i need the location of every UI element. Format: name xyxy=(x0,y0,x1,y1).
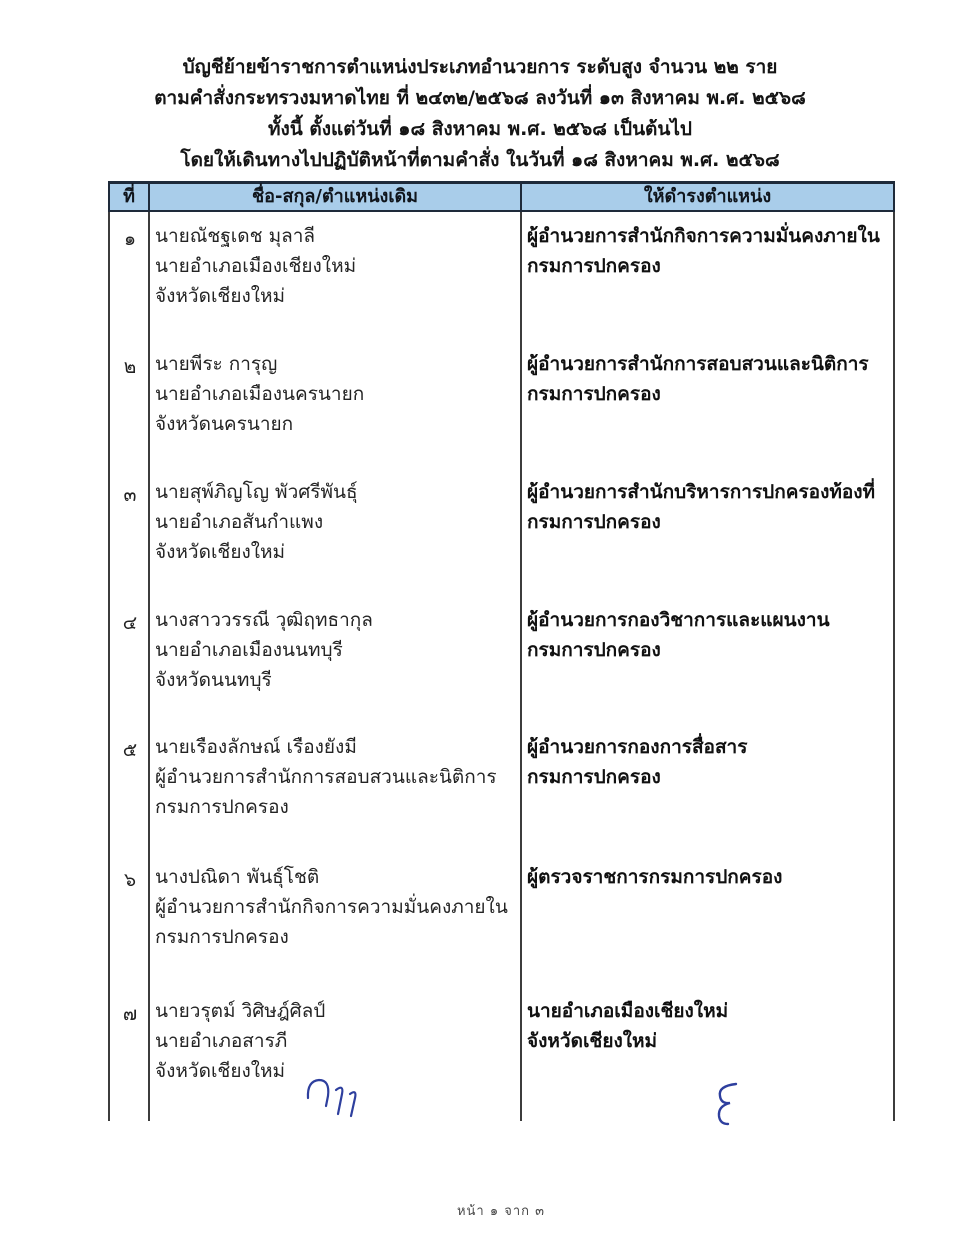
row-number: ๗ xyxy=(122,1003,138,1025)
text-line: ผู้อำนวยการสำนักการสอบสวนและนิติการ xyxy=(155,766,497,788)
header-new-position: ให้ดำรงตำแหน่ง xyxy=(643,186,772,207)
text-line: จังหวัดนครนายก xyxy=(155,413,294,435)
title-line-3: ทั้งนี้ ตั้งแต่วันที่ ๑๘ สิงหาคม พ.ศ. ๒๕๖๘ เป็นต้นไป xyxy=(267,118,692,140)
title-line-2: ตามคำสั่งกระทรวงมหาดไทย ที่ ๒๔๓๒/๒๕๖๘ ลงวันที่ ๑๓ สิงหาคม พ.ศ. ๒๕๖๘ xyxy=(154,87,806,109)
table-row xyxy=(110,996,893,1086)
page-number: หน้า ๑ จาก ๓ xyxy=(456,1204,546,1219)
former-position-cell xyxy=(150,605,522,732)
text-line: นายอำเภอเมืองนครนายก xyxy=(155,383,365,405)
text-line: นายวรุตม์ วิศิษฎ์ศิลป์ xyxy=(155,1000,326,1022)
table-row xyxy=(110,349,893,477)
column-divider-2 xyxy=(520,212,522,1121)
text-line: ผู้อำนวยการสำนักกิจการความมั่นคงภายใน xyxy=(155,896,508,918)
text-line: กรมการปกครอง xyxy=(527,766,661,788)
row-number: ๔ xyxy=(122,612,138,634)
text-line: นายอำเภอเมืองนนทบุรี xyxy=(155,639,343,661)
text-line: นายสุพ์ภิญโญ พัวศรีพันธุ์ xyxy=(155,481,358,503)
row-number: ๖ xyxy=(123,869,137,891)
header-no: ที่ xyxy=(110,184,150,210)
former-position-cell xyxy=(150,732,522,862)
table-row xyxy=(110,477,893,605)
new-position-cell xyxy=(522,349,893,477)
text-line: จังหวัดเชียงใหม่ xyxy=(155,285,286,307)
text-line: นายเรืองลักษณ์ เรืองยังมี xyxy=(155,736,357,758)
new-position-cell xyxy=(522,221,893,349)
table-body xyxy=(108,212,895,1121)
row-number: ๑ xyxy=(123,228,137,250)
text-line: นายพีระ การุญ xyxy=(155,353,278,375)
handwritten-initials-right xyxy=(708,1080,748,1128)
text-line: นายณัชฐเดช มุลาลี xyxy=(155,225,316,247)
table-row xyxy=(110,862,893,996)
text-line: ผู้ตรวจราชการกรมการปกครอง xyxy=(527,866,783,888)
text-line: จังหวัดนนทบุรี xyxy=(155,669,272,691)
text-line: กรมการปกครอง xyxy=(527,639,661,661)
title-line-1: บัญชีย้ายข้าราชการตำแหน่งประเภทอำนวยการ ระดับสูง จำนวน ๒๒ ราย xyxy=(182,56,778,78)
new-position-cell xyxy=(522,732,893,862)
text-line: กรมการปกครอง xyxy=(527,511,661,533)
former-position-cell xyxy=(150,477,522,605)
text-line: จังหวัดเชียงใหม่ xyxy=(155,1060,286,1082)
text-line: นายอำเภอสารภี xyxy=(155,1030,288,1052)
table-row xyxy=(110,605,893,732)
row-number: ๒ xyxy=(123,356,137,378)
former-position-cell xyxy=(150,862,522,996)
text-line: ผู้อำนวยการสำนักบริหารการปกครองท้องที่ xyxy=(527,481,876,503)
text-line: กรมการปกครอง xyxy=(155,926,289,948)
table-row xyxy=(110,732,893,862)
text-line: นายอำเภอสันกำแพง xyxy=(155,511,324,533)
table-header-row xyxy=(108,181,895,212)
text-line: ผู้อำนวยการกองวิชาการและแผนงาน xyxy=(527,609,830,631)
table-row xyxy=(110,221,893,349)
handwritten-initials-left xyxy=(300,1068,366,1124)
new-position-cell xyxy=(522,477,893,605)
row-number: ๓ xyxy=(123,484,137,506)
former-position-cell xyxy=(150,349,522,477)
transfer-table xyxy=(108,181,895,1121)
header-name-former-position: ชื่อ-สกุล/ตำแหน่งเดิม xyxy=(150,184,522,210)
text-line: นายอำเภอเมืองเชียงใหม่ xyxy=(527,1000,729,1022)
text-line: จังหวัดเชียงใหม่ xyxy=(155,541,286,563)
former-position-cell xyxy=(150,221,522,349)
text-line: นายอำเภอเมืองเชียงใหม่ xyxy=(155,255,357,277)
document-title xyxy=(0,52,960,176)
new-position-cell xyxy=(522,862,893,996)
text-line: กรมการปกครอง xyxy=(527,383,661,405)
text-line: กรมการปกครอง xyxy=(155,796,289,818)
text-line: ผู้อำนวยการสำนักกิจการความมั่นคงภายใน xyxy=(527,225,880,247)
text-line: ผู้อำนวยการสำนักการสอบสวนและนิติการ xyxy=(527,353,869,375)
text-line: กรมการปกครอง xyxy=(527,255,661,277)
text-line: นางปณิดา พันธุ์โชติ xyxy=(155,866,320,888)
text-line: จังหวัดเชียงใหม่ xyxy=(527,1030,658,1052)
title-line-4: โดยให้เดินทางไปปฏิบัติหน้าที่ตามคำสั่ง ในวันที่ ๑๘ สิงหาคม พ.ศ. ๒๕๖๘ xyxy=(180,149,780,171)
column-divider-1 xyxy=(148,212,150,1121)
row-number: ๕ xyxy=(122,739,138,761)
text-line: ผู้อำนวยการกองการสื่อสาร xyxy=(527,736,748,758)
text-line: นางสาววรรณี วุฒิฤทธากุล xyxy=(155,609,373,631)
new-position-cell xyxy=(522,996,893,1086)
new-position-cell xyxy=(522,605,893,732)
